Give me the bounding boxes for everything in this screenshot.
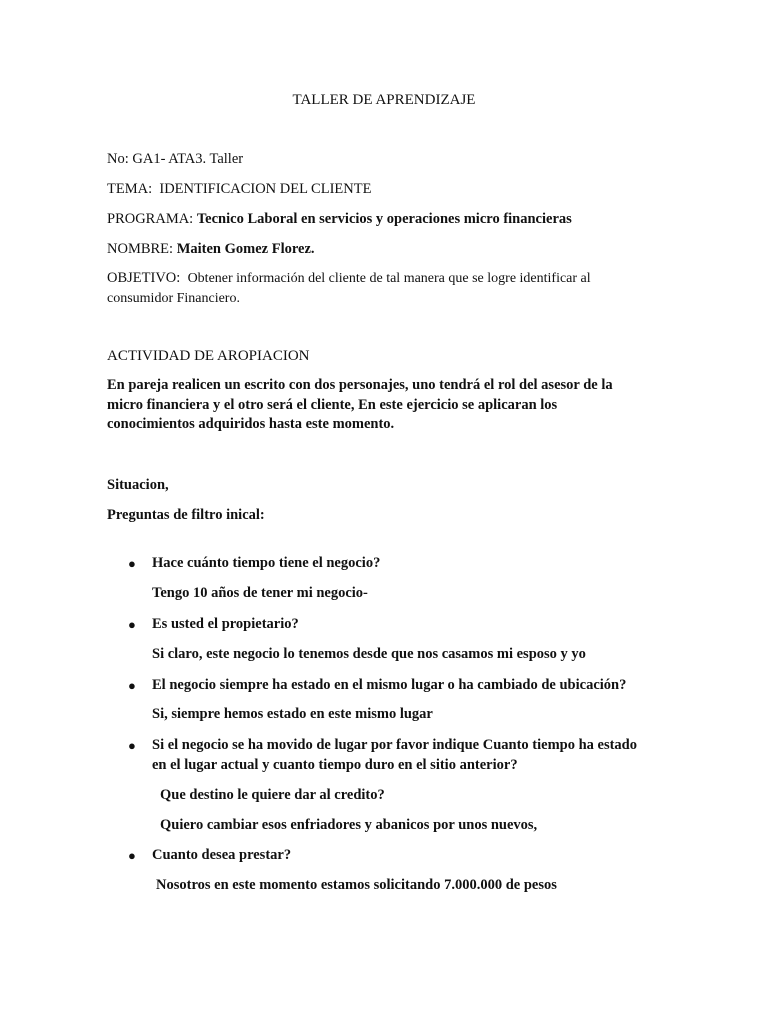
bullet-icon: ● (128, 556, 136, 571)
answer-2: Si claro, este negocio lo tenemos desde que nos casamos mi esposo y yo (152, 646, 586, 662)
answer-5: Nosotros en este momento estamos solicitando 7.000.000 de pesos (156, 877, 557, 893)
programa-label: PROGRAMA: (107, 211, 194, 227)
bullet-icon: ● (128, 738, 136, 753)
tema-value: IDENTIFICACION DEL CLIENTE (159, 181, 372, 197)
actividad-line-2: micro financiera y el otro será el cliente, En este ejercicio se aplicaran los (107, 397, 558, 413)
objetivo-field (107, 269, 591, 288)
bullet-icon: ● (128, 848, 136, 863)
question-5: Cuanto desea prestar? (152, 847, 292, 863)
question-3: El negocio siempre ha estado en el mismo lugar o ha cambiado de ubicación? (152, 677, 627, 693)
question-2: Es usted el propietario? (152, 616, 299, 632)
objetivo-value-line2: consumidor Financiero. (107, 291, 240, 306)
programa-value: Tecnico Laboral en servicios y operaciones micro financieras (196, 211, 572, 227)
tema-label: TEMA: (107, 181, 153, 197)
question-1: Hace cuánto tiempo tiene el negocio? (152, 555, 381, 571)
no-label: No: (107, 151, 129, 167)
no-value: GA1- ATA3. Taller (132, 151, 244, 167)
answer-4-line-1: Que destino le quiere dar al credito? (160, 787, 385, 803)
tema-field (107, 180, 371, 199)
actividad-line-3: conocimientos adquiridos hasta este momento. (107, 416, 395, 432)
nombre-field (107, 240, 315, 259)
actividad-line-1: En pareja realicen un escrito con dos personajes, uno tendrá el rol del asesor de la (107, 377, 613, 393)
objetivo-label: OBJETIVO: (107, 270, 181, 286)
no-field (107, 150, 243, 169)
answer-3: Si, siempre hemos estado en este mismo lugar (152, 706, 433, 722)
programa-field (107, 210, 572, 229)
preguntas-header: Preguntas de filtro inical: (107, 507, 265, 523)
situacion-text: Situacion, (107, 477, 169, 493)
document-title: TALLER DE APRENDIZAJE (292, 92, 476, 108)
nombre-value: Maiten Gomez Florez. (176, 241, 315, 257)
bullet-icon: ● (128, 678, 136, 693)
question-4-line-2: en el lugar actual y cuanto tiempo duro en el sitio anterior? (152, 757, 518, 773)
answer-4-line-2: Quiero cambiar esos enfriadores y abanicos por unos nuevos, (160, 817, 538, 833)
objetivo-value-line1: Obtener información del cliente de tal manera que se logre identificar al (187, 271, 591, 286)
bullet-icon: ● (128, 617, 136, 632)
actividad-title: ACTIVIDAD DE AROPIACION (107, 348, 310, 364)
question-4-line-1: Si el negocio se ha movido de lugar por favor indique Cuanto tiempo ha estado (152, 737, 637, 753)
nombre-label: NOMBRE: (107, 241, 174, 257)
answer-1: Tengo 10 años de tener mi negocio- (152, 585, 368, 601)
